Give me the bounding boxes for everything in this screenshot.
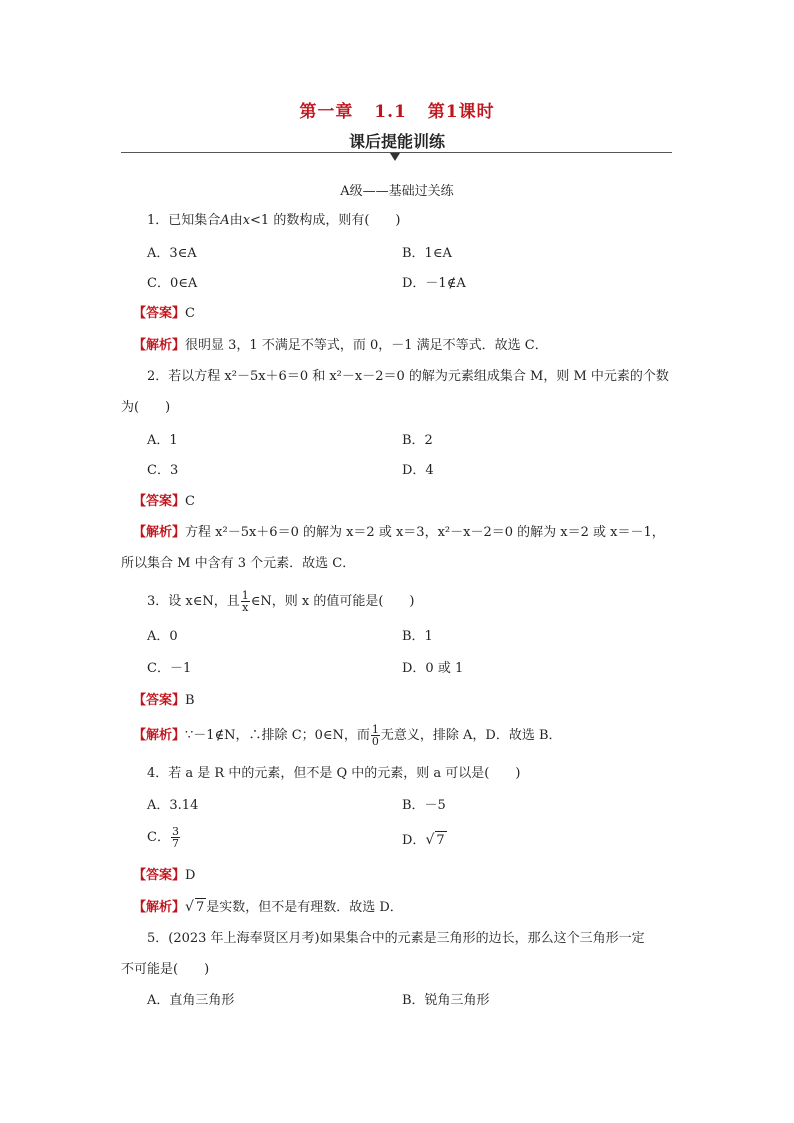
- page-title: [0, 97, 794, 122]
- q2-option-a: A．1: [147, 433, 178, 448]
- q2-stem-line2: 为( ): [121, 400, 171, 415]
- q3-option-b: B．1: [402, 629, 433, 644]
- q2-stem-line1: 2．若以方程 x²－5x＋6＝0 和 x²－x－2＝0 的解为元素组成集合 M，则 M 中元素的个数: [147, 369, 669, 384]
- q4-answer: 【答案】D: [133, 868, 196, 883]
- sqrt-icon: √: [425, 832, 435, 848]
- q1-option-d: D．－1∉A: [402, 276, 466, 291]
- q4-option-b: B．－5: [402, 798, 446, 813]
- q4-option-c-fraction: $\frac{3}{7}$: [171, 825, 179, 850]
- q4-stem: 4．若 a 是 R 中的元素，但不是 Q 中的元素，则 a 可以是( ): [147, 766, 521, 781]
- q3-analysis-fraction: $\frac{1}{0}$: [371, 723, 379, 748]
- q2-option-b: B．2: [402, 433, 433, 448]
- q2-answer: 【答案】C: [133, 494, 195, 509]
- q3-stem: 3．设 x∈N，且 $\frac{1}{x}$ ∈N，则 x 的值可能是( ): [147, 589, 415, 614]
- q2-option-c: C．3: [147, 463, 179, 478]
- q1-analysis: 【解析】很明显 3，1 不满足不等式，而 0，－1 满足不等式．故选 C．: [133, 338, 548, 353]
- q4-option-c: C． $\frac{3}{7}$: [147, 825, 179, 850]
- page-subtitle: 课后提能训练: [348, 132, 445, 151]
- q3-answer: 【答案】B: [133, 693, 195, 708]
- level-heading: A级——基础过关练: [340, 184, 454, 199]
- q4-option-d: D．√ 7: [402, 832, 445, 848]
- sqrt-icon: √: [185, 899, 194, 915]
- q2-option-d: D．4: [402, 463, 434, 478]
- q5-option-b: B．锐角三角形: [402, 993, 490, 1008]
- q4-option-a: A．3.14: [147, 798, 199, 813]
- q1-option-c: C．0∈A: [147, 276, 198, 291]
- q3-option-d: D．0 或 1: [402, 661, 464, 676]
- q1-stem: 1．已知集合A由x<1 的数构成，则有( ): [147, 213, 401, 228]
- q5-option-a: A．直角三角形: [147, 993, 235, 1008]
- q3-analysis: 【解析】∵－1∉N，∴排除 C；0∈N，而 $\frac{1}{0}$ 无意义，排除 A，D．故选 B．: [133, 723, 562, 748]
- q2-analysis-line1: 【解析】方程 x²－5x＋6＝0 的解为 x＝2 或 x＝3，x²－x－2＝0 的解为 x＝2 或 x＝－1，: [133, 525, 665, 540]
- q3-option-c: C．－1: [147, 661, 192, 676]
- q5-stem-line2: 不可能是( ): [121, 962, 210, 977]
- lesson-label: 第1课时: [427, 102, 495, 122]
- q3-option-a: A．0: [147, 629, 178, 644]
- chapter-label: 第一章: [299, 102, 354, 122]
- q1-option-b: B．1∈A: [402, 246, 452, 261]
- q2-analysis-line2: 所以集合 M 中含有 3 个元素．故选 C．: [121, 556, 356, 571]
- q3-fraction: $\frac{1}{x}$: [241, 589, 249, 614]
- section-label: 1.1: [374, 102, 407, 122]
- q1-option-a: A．3∈A: [147, 246, 197, 261]
- divider-marker-icon: [390, 153, 400, 161]
- q5-stem-line1: 5．(2023 年上海奉贤区月考)如果集合中的元素是三角形的边长，那么这个三角形一定: [147, 931, 645, 946]
- q4-analysis: 【解析】√ 7 是实数，但不是有理数．故选 D．: [133, 899, 403, 915]
- q1-answer: 【答案】C: [133, 306, 195, 321]
